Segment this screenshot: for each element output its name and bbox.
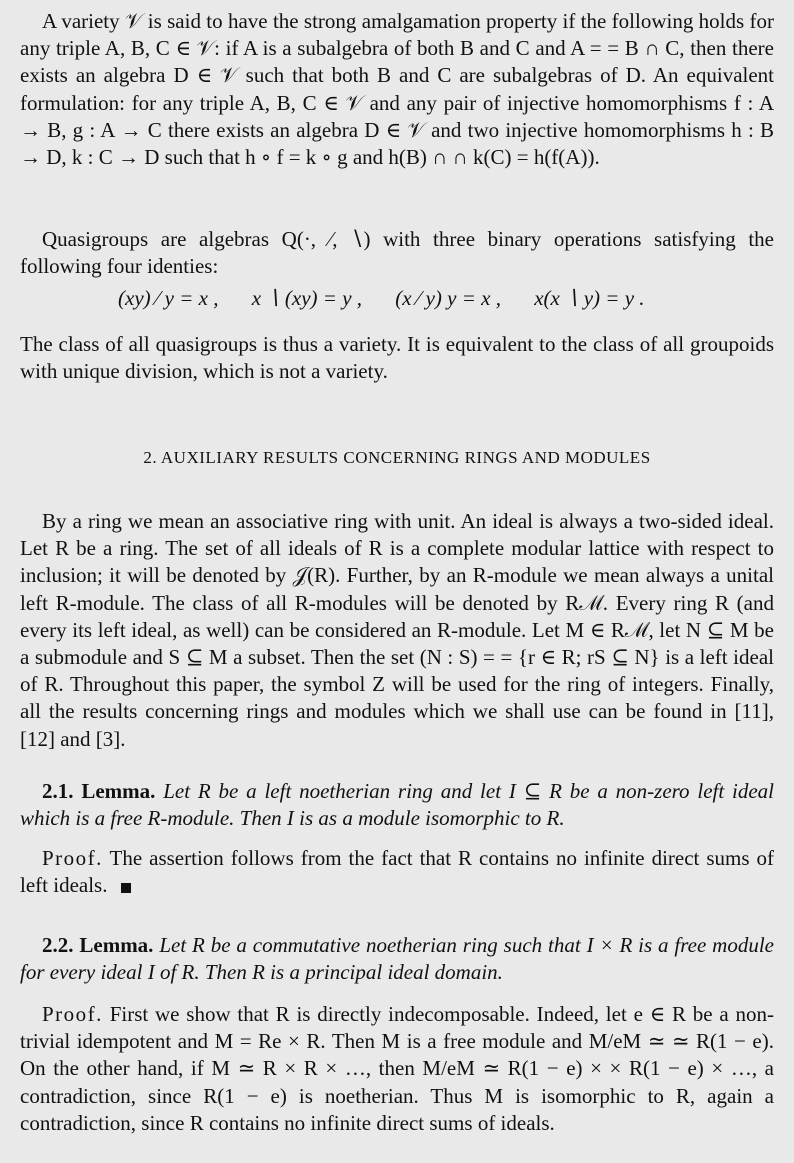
proof-2-1 (20, 845, 774, 899)
lemma-2-2-statement: Let R be a commutative noetherian ring such that I × R is a free module for every ideal I of R. Then R is a principal ideal domain. (20, 933, 774, 985)
paragraph-quasigroups: Quasigroups are algebras Q(·, ⁄, ∖) with three binary operations satisfying the following four identies: (20, 227, 774, 279)
lemma-2-2-label: 2.2. Lemma. (42, 933, 154, 957)
lemma-2-1 (20, 778, 774, 832)
paragraph-rings: By a ring we mean an associative ring with unit. An ideal is always a two-sided ideal. Let R be a ring. The set of all ideals of R is a complete modular lattice with respect to inclusion; it will be denoted by 𝒥(R). Further, by an R-module we mean always a unital left R-module. The class of all R-modules will be denoted by Rℳ. Every ring R (and every its left ideal, as well) can be considered an R-module. Let M ∈ Rℳ, let N ⊆ M be a submodule and S ⊆ M a subset. Then the set (N : S) = = {r ∈ R; rS ⊆ N} is a left ideal of R. Throughout this paper, the symbol Z will be used for the ring of integers. Finally, all the results concerning rings and modules which we shall use can be found in [11], [12] and [3]. (20, 509, 774, 751)
identity-3: (x ⁄ y) y = x , (395, 286, 501, 310)
proof-2-2-label: Proof. (42, 1002, 103, 1026)
proof-2-1-text: The assertion follows from the fact that R contains no infinite direct sums of left ideals. (20, 846, 774, 898)
lemma-2-1-statement: Let R be a left noetherian ring and let I ⊆ R be a non-zero left ideal which is a free R-module. Then I is as a module isomorphic to R. (20, 779, 775, 831)
identity-1: (xy) ⁄ y = x , (118, 286, 219, 310)
identity-4: x(x ∖ y) = y . (534, 286, 645, 310)
section-heading: 2. AUXILIARY RESULTS CONCERNING RINGS AND MODULES (143, 448, 651, 467)
lemma-2-2 (20, 932, 774, 986)
qed-square-icon (121, 883, 131, 893)
proof-2-2 (20, 1001, 774, 1137)
quasigroup-identities (118, 286, 678, 311)
paragraph-strong-amalgamation: A variety 𝒱 is said to have the strong amalgamation property if the following holds for any triple A, B, C ∈ 𝒱: if A is a subalgebra of both B and C and A = = B ∩ C, then there exists an algebra D ∈ 𝒱 such that both B and C are subalgebras of D. An equivalent formulation: for any triple A, B, C ∈ 𝒱 and any pair of injective homomorphisms f : A → B, g : A → C there exists an algebra D ∈ 𝒱 and two injective homomorphisms h : B → D, k : C → D such that h ∘ f = k ∘ g and h(B) ∩ ∩ k(C) = h(f(A)). (20, 9, 774, 170)
proof-2-1-label: Proof. (42, 846, 103, 870)
paragraph-variety: The class of all quasigroups is thus a variety. It is equivalent to the class of all groupoids with unique division, which is not a variety. (20, 332, 774, 384)
proof-2-2-text: First we show that R is directly indecomposable. Indeed, let e ∈ R be a non-trivial idempotent and M = Re × R. Then M is a free module and M/eM ≃ ≃ R(1 − e). On the other hand, if M ≃ R × R × …, then M/eM ≃ R(1 − e) × × R(1 − e) × …, a contradiction, since R(1 − e) is noetherian. Thus M is isomorphic to R, again a contradiction, since R contains no infinite direct sums of ideals. (20, 1002, 774, 1135)
lemma-2-1-label: 2.1. Lemma. (42, 779, 156, 803)
identity-2: x ∖ (xy) = y , (251, 286, 363, 310)
